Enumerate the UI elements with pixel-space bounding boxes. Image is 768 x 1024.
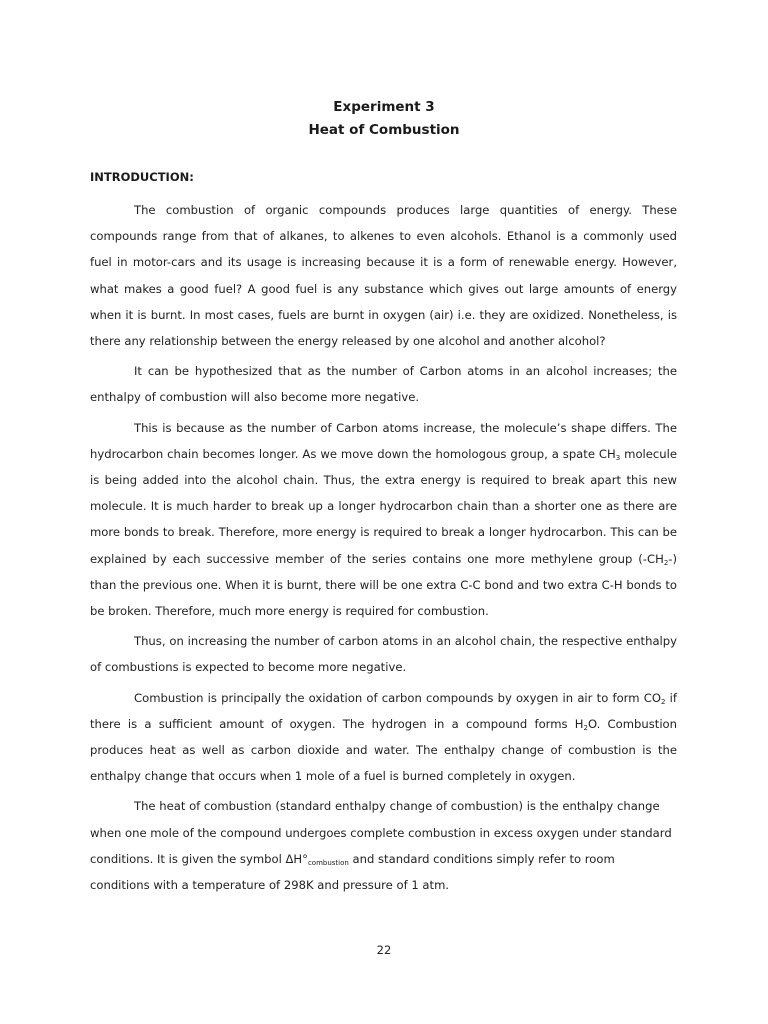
paragraph-4: Thus, on increasing the number of carbon atoms in an alcohol chain, the respective enthalpy of combustions is expected to become more negative.: [90, 634, 677, 675]
paragraph-3-text-2: molecule is being added into the alcohol chain. Thus, the extra energy is required to break apart this new molecule. It is much harder to break up a longer hydrocarbon chain than a shorter one as there are more bonds to break. Therefore, more energy is required to break a longer hydrocarbon. This can be explained by each successive member of the series contains one more methylene group (-CH: [90, 446, 677, 566]
paragraph-5-text-1: Combustion is principally the oxidation of carbon compounds by oxygen in air to form CO: [134, 690, 661, 705]
section-heading: INTRODUCTION:: [90, 170, 194, 184]
experiment-subtitle: Heat of Combustion: [308, 122, 460, 138]
paragraph-6: [90, 793, 677, 898]
paragraph-6-subscript-1: combustion: [307, 858, 349, 867]
paragraph-5-subscript-1: 2: [660, 697, 666, 706]
title-block: [0, 96, 768, 142]
paragraph-3-subscript-1: 3: [615, 453, 621, 462]
paragraph-5-subscript-2: 2: [583, 723, 588, 732]
paragraph-6-text-1: The heat of combustion (standard enthalpy change of combustion) is the enthalpy change when one mole of the compound undergoes complete combustion in excess oxygen under standard conditions. It is given the symbol ΔH°: [90, 799, 672, 866]
paragraph-3-text-3: -) than the previous one. When it is burnt, there will be one extra C-C bond and two extra C-H bonds to be broken. Therefore, much more energy is required for combustion.: [90, 551, 677, 619]
paragraph-3-subscript-2: 2: [663, 558, 669, 567]
paragraph-3: [90, 415, 677, 625]
paragraph-3-text-1: This is because as the number of Carbon atoms increase, the molecule’s shape differs. The hydrocarbon chain becomes longer. As we move down the homologous group, a spate CH: [90, 420, 677, 461]
paragraph-1: The combustion of organic compounds produces large quantities of energy. These compounds range from that of alkanes, to alkenes to even alcohols. Ethanol is a commonly used fuel in motor-cars and its usage is increasing because it is a form of renewable energy. However, what makes a good fuel? A good fuel is any substance which gives out large amounts of energy when it is burnt. In most cases, fuels are burnt in oxygen (air) i.e. they are oxidized. Nonetheless, is there any relationship between the energy released by one alcohol and another alcohol?: [90, 203, 677, 349]
experiment-title: Experiment 3: [333, 99, 435, 115]
page-number: 22: [376, 943, 392, 957]
paragraph-5-text-3: O. Combustion produces heat as well as carbon dioxide and water. The enthalpy change of combustion is the enthalpy change that occurs when 1 mole of a fuel is burned completely in oxygen.: [90, 716, 677, 784]
paragraph-6-text-2: and standard conditions simply refer to room conditions with a temperature of 298K and pressure of 1 atm.: [90, 851, 615, 893]
paragraph-2: It can be hypothesized that as the number of Carbon atoms in an alcohol increases; the enthalpy of combustion will also become more negative.: [90, 364, 677, 405]
paragraph-5-text-2: if there is a sufficient amount of oxygen. The hydrogen in a compound forms H: [90, 690, 677, 731]
body-text: [90, 197, 677, 902]
paragraph-5: [90, 685, 677, 790]
